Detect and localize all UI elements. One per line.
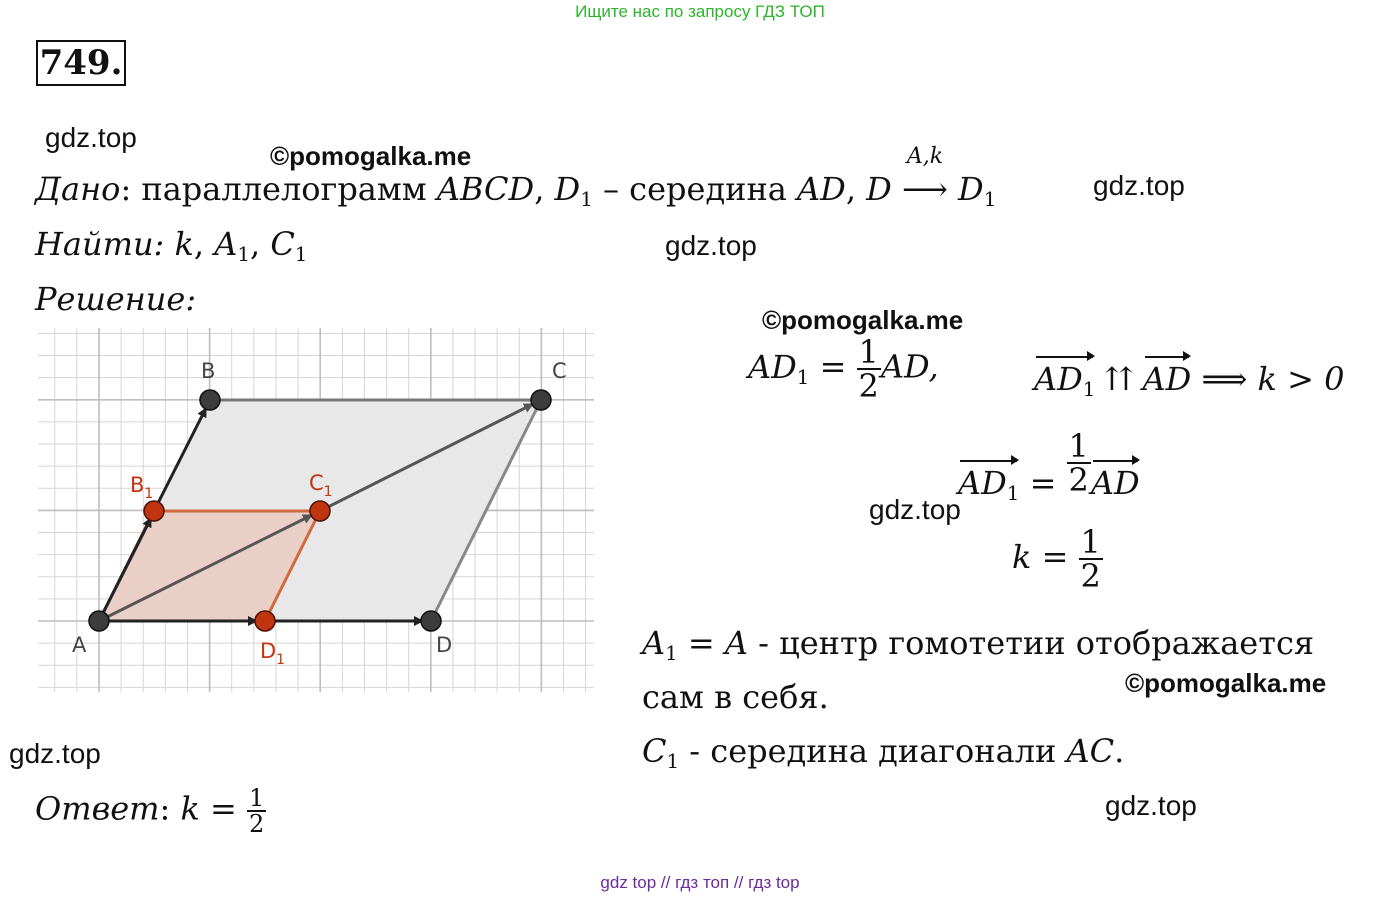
label-d: D <box>436 633 453 657</box>
watermark-gdz: gdz.top <box>869 494 961 525</box>
label-c: C <box>552 359 567 383</box>
given-segment: AD <box>797 170 846 208</box>
given-label: Дано <box>35 170 121 208</box>
watermark-pomogalka: ©pomogalka.me <box>762 305 964 335</box>
answer-fraction: $\frac{1}{2}$ <box>248 784 265 838</box>
point-d <box>421 611 441 631</box>
point-c <box>531 390 551 410</box>
homothety-arrow: A,k ⟶ <box>901 144 948 208</box>
find-line: Найти: k, $A_1$, $C_1$ <box>35 225 308 266</box>
watermark-gdz: gdz.top <box>1093 170 1185 201</box>
watermark-pomogalka: ©pomogalka.me <box>270 141 472 171</box>
given-midpoint: – середина <box>602 170 787 208</box>
c1-statement: $C_1$ - середина диагонали AC. <box>642 732 1125 773</box>
map-from: D <box>866 170 892 208</box>
find-a1: $A_1$ <box>214 225 250 266</box>
label-b: B <box>201 359 216 383</box>
label-d1: $D_1$ <box>260 639 286 668</box>
homothety-figure <box>38 328 594 692</box>
problem-number: 749. <box>36 40 126 86</box>
watermark-gdz: gdz.top <box>665 230 757 261</box>
point-b <box>200 390 220 410</box>
a1-statement: $A_1 = A$ - центр гомотетии отображается <box>642 624 1315 665</box>
equation-codirected: $AD_1$ ⇈ AD ⟹ k > 0 <box>1034 360 1345 401</box>
watermark-pomogalka: ©pomogalka.me <box>1125 668 1327 698</box>
top-banner[interactable]: Ищите нас по запросу ГДЗ ТОП <box>575 2 825 21</box>
find-c1: $C_1$ <box>270 225 308 266</box>
point-a <box>89 611 109 631</box>
answer-label: Ответ <box>35 789 160 828</box>
watermark-gdz: gdz.top <box>45 122 137 153</box>
label-c1: $C_1$ <box>309 471 333 500</box>
equation-k: k = $\frac{1}{2}$ <box>1012 523 1101 595</box>
watermark-gdz: gdz.top <box>1105 790 1197 821</box>
map-to: $D_1$ <box>958 170 997 211</box>
footer-links[interactable]: gdz top // гдз топ // гдз top <box>600 873 800 892</box>
point-c1 <box>310 501 330 521</box>
point-d1 <box>255 611 275 631</box>
solution-label: Решение: <box>35 280 197 318</box>
equation-ad1: $AD_1$ = $\frac{1}{2}$ AD, <box>748 333 939 405</box>
given-line: Дано: параллелограмм ABCD, $D_1$ – середина AD, D A,k ⟶ $D_1$ <box>35 144 997 211</box>
given-figure: ABCD <box>436 170 535 208</box>
given-d1: $D_1$ <box>554 170 593 211</box>
equation-vector: $AD_1$ = $\frac{1}{2}$ AD <box>958 427 1140 505</box>
find-label: Найти: <box>35 225 165 263</box>
homothety-label: A,k <box>906 144 944 169</box>
a1-statement-cont: сам в себя. <box>642 678 829 716</box>
find-k: k <box>174 225 194 263</box>
label-b1: $B_1$ <box>130 473 154 502</box>
answer-line: Ответ: k = $\frac{1}{2}$ <box>35 784 265 838</box>
watermark-gdz: gdz.top <box>9 738 101 769</box>
point-b1 <box>144 501 164 521</box>
given-text: параллелограмм <box>141 170 427 208</box>
label-a: A <box>72 633 87 657</box>
fraction-half: $\frac{1}{2}$ <box>858 333 879 405</box>
